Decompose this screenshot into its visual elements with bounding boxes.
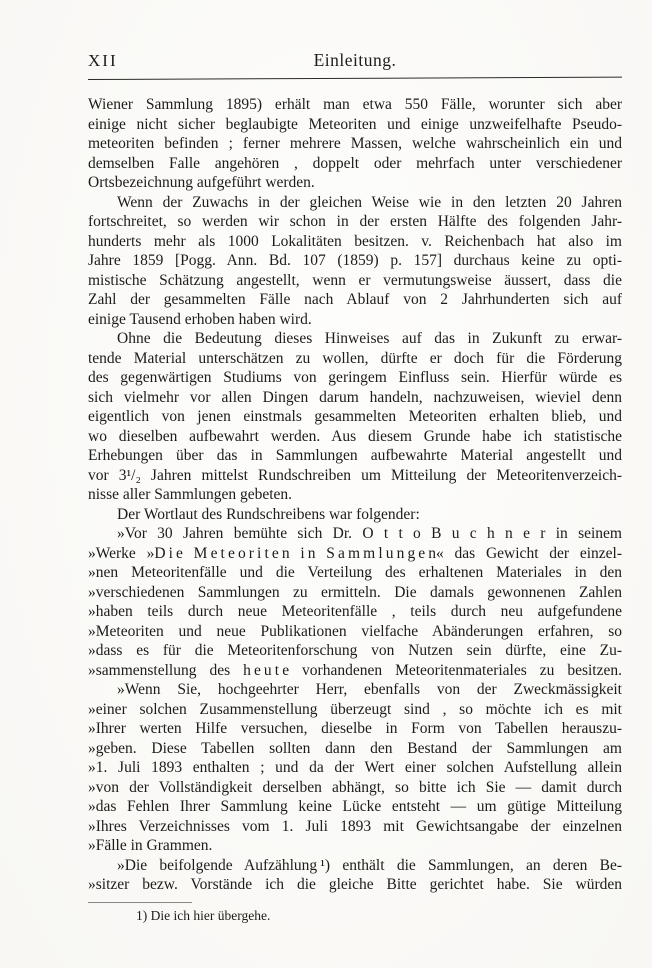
text-line: Ortsbezeichnung aufgeführt werden. xyxy=(88,174,315,191)
paragraph xyxy=(88,856,622,895)
text-line: Ohne die Bedeutung dieses Hinweises auf das in Zukunft zu erwar- xyxy=(117,330,622,347)
paragraph xyxy=(88,680,622,856)
paragraph xyxy=(88,95,622,193)
page-number: XII xyxy=(88,51,118,70)
text-line: einige Tausend erhoben haben wird. xyxy=(88,310,312,328)
text-line: des gegenwärtigen Studiums von geringem Einfluss sein. Hierfür würde es xyxy=(88,369,622,386)
text-line: »Meteoriten und neue Publikationen vielfache Abänderungen erfahren, so xyxy=(88,622,622,640)
text-line: tende Material unterschätzen zu wollen, dürfte er doch für die Förderung xyxy=(88,349,622,367)
text-line: »einer solchen Zusammenstellung überzeugt sind , so möchte ich es mit xyxy=(88,700,622,718)
page-body xyxy=(88,95,622,895)
text-line: demselben Falle angehören , doppelt oder mehrfach unter verschiedener xyxy=(88,154,622,172)
text-line: »dass es für die Meteoritenforschung von Nutzen sein dürfte, eine Zu- xyxy=(88,642,622,659)
text-block xyxy=(88,50,622,925)
text-line: vor 3¹/₂ Jahren mittelst Rundschreiben um Mitteilung der Meteoritenverzeich- xyxy=(88,466,622,484)
text-line: »nen Meteoritenfälle und die Verteilung des erhaltenen Materiales in den xyxy=(88,564,622,581)
paragraph xyxy=(88,524,622,680)
text-line: »Fälle in Grammen. xyxy=(88,837,213,854)
footnote-rule xyxy=(88,902,192,903)
text-line: »sammenstellung des h e u t e vorhandenen Meteoritenmateriales zu besitzen. xyxy=(88,661,622,679)
text-line: einige nicht sicher beglaubigte Meteoriten und einige unzweifelhafte Pseudo- xyxy=(88,115,622,133)
text-line: eigentlich von jenen einstmals gesammelten Meteoriten erhalten blieb, und xyxy=(88,408,622,425)
text-line: Erhebungen über das in Sammlungen aufbewahrte Material angestellt und xyxy=(88,447,622,464)
header-rule xyxy=(88,77,622,80)
text-line: wo dieselben aufbewahrt werden. Aus diesem Grunde habe ich statistische xyxy=(88,427,622,445)
text-line: Zahl der gesammelten Fälle nach Ablauf von 2 Jahrhunderten sich auf xyxy=(88,291,622,308)
text-line: mistische Schätzung angestellt, wenn er vermutungsweise äussert, dass die xyxy=(88,271,622,289)
text-line: »geben. Diese Tabellen sollten dann den Bestand der Sammlungen am xyxy=(88,739,622,757)
text-line: »1. Juli 1893 enthalten ; und da der Wert einer solchen Aufstellung allein xyxy=(88,759,622,776)
text-line: Wenn der Zuwachs in der gleichen Weise wie in den letzten 20 Jahren xyxy=(117,193,622,211)
text-line: fortschreitet, so werden wir schon in der ersten Hälfte des folgenden Jahr- xyxy=(88,213,622,230)
text-line: »sitzer bezw. Vorstände ich die gleiche Bitte gerichtet habe. Sie würden xyxy=(88,876,622,893)
paragraph xyxy=(88,329,622,505)
text-line: »das Fehlen Ihrer Sammlung keine Lücke entsteht — um gütige Mitteilung xyxy=(88,798,622,815)
page-header xyxy=(88,50,622,74)
text-line: Jahre 1859 [Pogg. Ann. Bd. 107 (1859) p. 157] durchaus keine zu opti- xyxy=(88,252,622,269)
text-line: Der Wortlaut des Rundschreibens war folgender: xyxy=(117,505,420,523)
text-line: Wiener Sammlung 1895) erhält man etwa 550 Fälle, worunter sich aber xyxy=(88,96,622,113)
text-line: »Werke »D i e M e t e o r i t e n i n S a m m l u n g e n« das Gewicht der einzel- xyxy=(88,544,622,562)
text-line: »Wenn Sie, hochgeehrter Herr, ebenfalls von der Zweckmässigkeit xyxy=(117,681,622,698)
text-line: meteoriten befinden ; ferner mehrere Massen, welche wahrscheinlich ein und xyxy=(88,135,622,152)
running-title: Einleitung. xyxy=(313,50,397,70)
text-line: »verschiedenen Sammlungen zu ermitteln. Die damals gewonnenen Zahlen xyxy=(88,583,622,601)
text-line: sich vielmehr vor allen Dingen darum handeln, nachzuweisen, wieviel denn xyxy=(88,388,622,406)
footnote: 1) Die ich hier übergehe. xyxy=(136,907,271,923)
text-line: »Ihrer werten Hilfe versuchen, dieselbe in Form von Tabellen herauszu- xyxy=(88,720,622,737)
text-line: »haben teils durch neue Meteoritenfälle , teils durch neu aufgefundene xyxy=(88,603,622,620)
paragraph xyxy=(88,505,622,525)
text-line: »Die beifolgende Aufzählung ¹) enthält die Sammlungen, an deren Be- xyxy=(117,856,622,874)
text-line: hunderts mehr als 1000 Lokalitäten besitzen. v. Reichenbach hat also im xyxy=(88,232,622,250)
paragraph xyxy=(88,193,622,330)
text-line: »von der Vollständigkeit derselben abhängt, so bitte ich Sie — damit durch xyxy=(88,778,622,796)
text-line: »Ihres Verzeichnisses vom 1. Juli 1893 mit Gewichtsangabe der einzelnen xyxy=(88,817,622,835)
text-line: »Vor 30 Jahren bemühte sich Dr. O t t o B u c h n e r in seinem xyxy=(117,525,622,542)
text-line: nisse aller Sammlungen gebeten. xyxy=(88,486,293,503)
